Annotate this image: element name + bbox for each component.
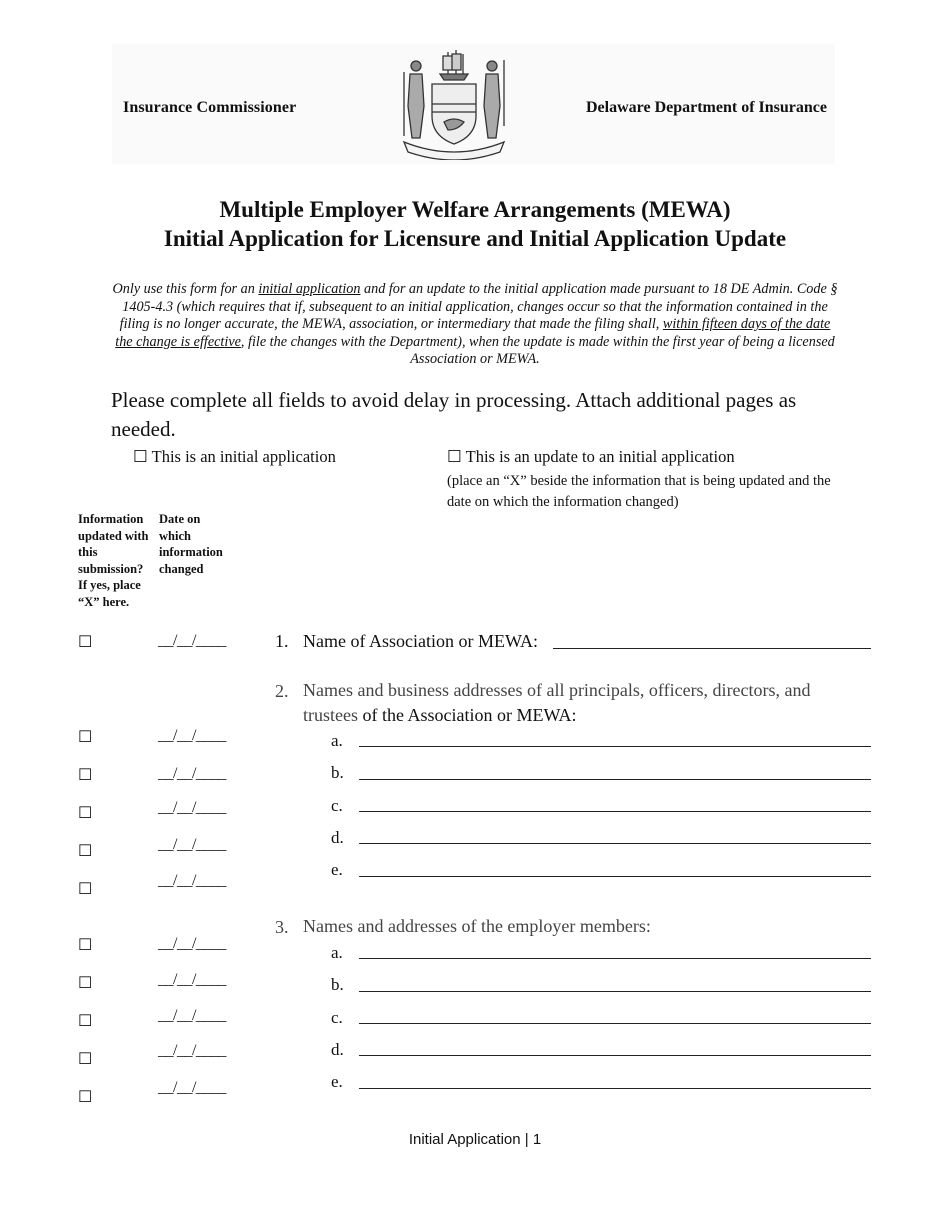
q1-answer-line[interactable] [553, 648, 871, 649]
q2c-updated-checkbox[interactable]: ☐ [78, 805, 93, 822]
q3d-letter: d. [331, 1040, 344, 1059]
q2e-updated-checkbox[interactable]: ☐ [78, 881, 93, 898]
q3e-answer-line[interactable] [359, 1088, 871, 1089]
q2d-answer-line[interactable] [359, 843, 871, 844]
q1-date-field[interactable]: __/__/____ [158, 632, 226, 649]
q2c-letter: c. [331, 796, 343, 815]
q3a-date-field[interactable]: __/__/____ [158, 935, 226, 952]
q2d-letter: d. [331, 828, 344, 847]
q3c-letter: c. [331, 1008, 343, 1027]
page-footer: Initial Application | 1 [408, 1131, 542, 1148]
q3a-letter: a. [331, 943, 343, 962]
q1-number: 1. [275, 631, 289, 651]
q3b-updated-checkbox[interactable]: ☐ [78, 975, 93, 992]
q3e-date-field[interactable]: __/__/____ [158, 1079, 226, 1096]
q3c-answer-line[interactable] [359, 1023, 871, 1024]
q1-label: Name of Association or MEWA: [303, 631, 538, 651]
q2e-date-field[interactable]: __/__/____ [158, 872, 226, 889]
q2a-answer-line[interactable] [359, 746, 871, 747]
header-department: Delaware Department of Insurance [586, 99, 827, 116]
q2-label-line1: Names and business addresses of all principals, officers, directors, and [303, 680, 811, 700]
q2b-updated-checkbox[interactable]: ☐ [78, 767, 93, 784]
q2c-answer-line[interactable] [359, 811, 871, 812]
q3b-answer-line[interactable] [359, 991, 871, 992]
q2-label-line2: trustees of the Association or MEWA: [303, 705, 577, 725]
q2-number: 2. [275, 681, 289, 701]
q3e-updated-checkbox[interactable]: ☐ [78, 1089, 93, 1106]
q2c-date-field[interactable]: __/__/____ [158, 799, 226, 816]
q2a-letter: a. [331, 731, 343, 750]
q3b-letter: b. [331, 975, 344, 994]
q3d-answer-line[interactable] [359, 1055, 871, 1056]
q3c-updated-checkbox[interactable]: ☐ [78, 1013, 93, 1030]
q3d-date-field[interactable]: __/__/____ [158, 1042, 226, 1059]
q1-updated-checkbox[interactable]: ☐ [78, 634, 93, 651]
q3e-letter: e. [331, 1072, 343, 1091]
q3c-date-field[interactable]: __/__/____ [158, 1007, 226, 1024]
q2d-updated-checkbox[interactable]: ☐ [78, 843, 93, 860]
q2e-letter: e. [331, 860, 343, 879]
q3b-date-field[interactable]: __/__/____ [158, 971, 226, 988]
q2b-date-field[interactable]: __/__/____ [158, 765, 226, 782]
q3d-updated-checkbox[interactable]: ☐ [78, 1051, 93, 1068]
option-initial[interactable]: ☐ This is an initial application [133, 447, 336, 466]
delaware-seal-icon [396, 46, 512, 160]
checkbox[interactable]: ☐ [133, 447, 148, 466]
q2a-date-field[interactable]: __/__/____ [158, 727, 226, 744]
q2b-answer-line[interactable] [359, 779, 871, 780]
q3a-updated-checkbox[interactable]: ☐ [78, 937, 93, 954]
instructions: Please complete all fields to avoid delay in processing. Attach additional pages as needed. [111, 388, 797, 441]
title-line-1: Multiple Employer Welfare Arrangements (MEWA) [219, 197, 731, 222]
intro-paragraph: Only use this form for an initial application and for an update to the initial application made pursuant to 18 DE Admin. Code § 1405-4.3 (which requires that if, subsequent to an initial application, changes occur so that the information contained in the filing is no longer accurate, the MEWA, association, or intermediary that made the filing shall, within fifteen days of the date the change is effective, file the changes with the Department), when the update is made within the first year of being a licensed Association or MEWA. [112, 281, 838, 368]
q2b-letter: b. [331, 763, 344, 782]
column-header-updated: Information updated with this submission? If yes, place “X” here. [78, 512, 149, 609]
option-update[interactable]: ☐ This is an update to an initial application [447, 447, 735, 466]
q2e-answer-line[interactable] [359, 876, 871, 877]
update-note: (place an “X” beside the information that is being updated and the date on which the information changed) [447, 473, 831, 510]
q3-label: Names and addresses of the employer members: [303, 916, 651, 936]
q3a-answer-line[interactable] [359, 958, 871, 959]
q3-number: 3. [275, 917, 289, 937]
title-line-2: Initial Application for Licensure and Initial Application Update [163, 226, 787, 251]
q2a-updated-checkbox[interactable]: ☐ [78, 729, 93, 746]
checkbox[interactable]: ☐ [447, 447, 462, 466]
column-header-date: Date on which information changed [159, 512, 223, 576]
q2d-date-field[interactable]: __/__/____ [158, 836, 226, 853]
header-commissioner: Insurance Commissioner [123, 99, 297, 116]
